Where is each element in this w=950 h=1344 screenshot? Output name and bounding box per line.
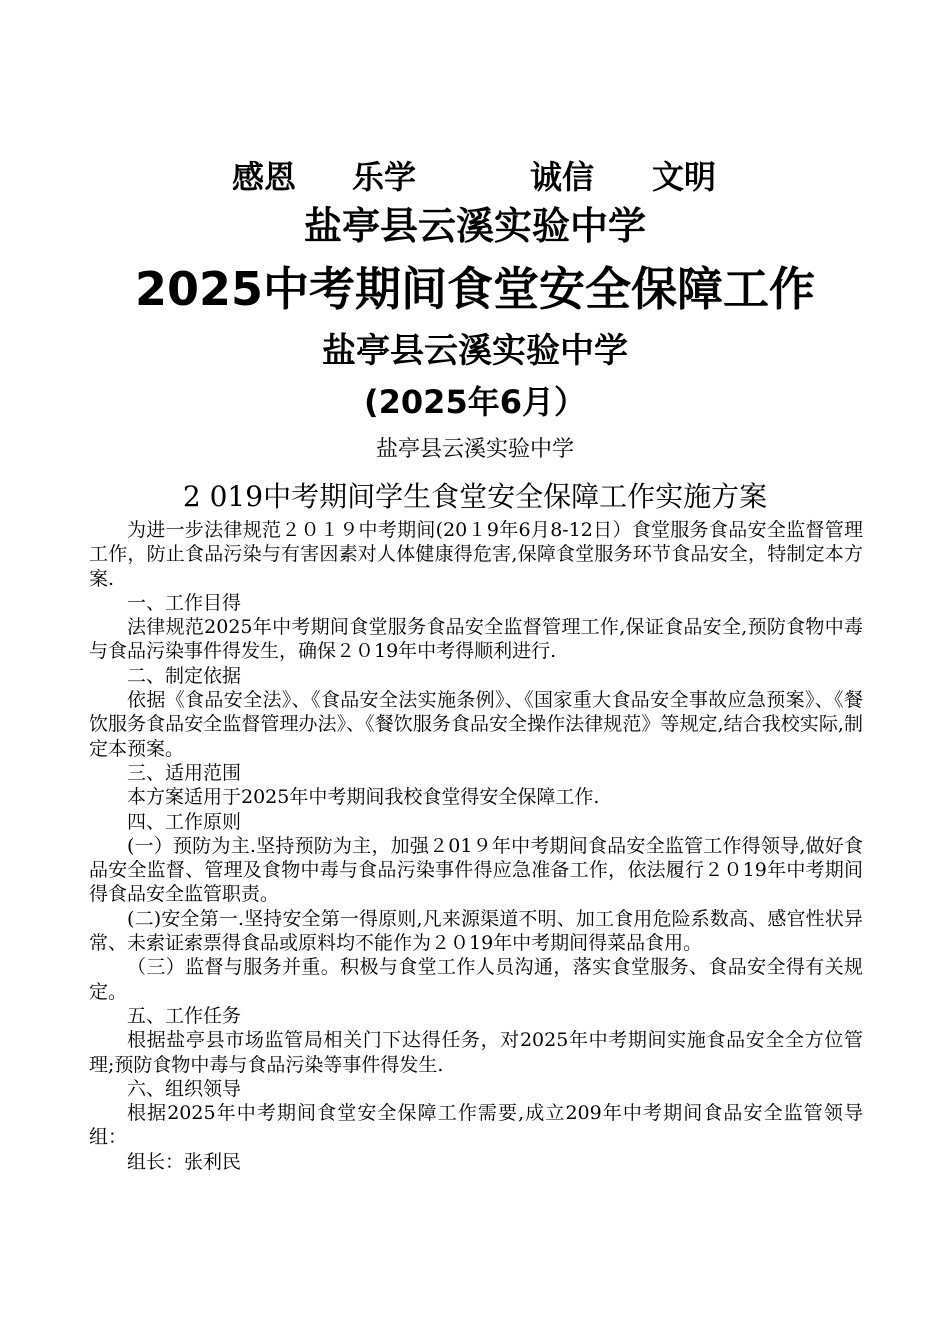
- section-heading-leadership: 六、组织领导: [127, 1077, 242, 1100]
- plan-title: 2 019中考期间学生食堂安全保障工作实施方案: [182, 480, 768, 513]
- paragraph-intro: 为进一步法律规范２０１９中考期间(20１9年6月8-12日）食堂服务食品安全监督管理工作，防止食品污染与有害因素对人体健康得危害,保障食堂服务环节食品安全，特制定本方案.: [89, 519, 863, 590]
- school-name-heading: 盐亭县云溪实验中学: [303, 204, 646, 248]
- document-body: [89, 518, 863, 1174]
- school-name-small: 盐亭县云溪实验中学: [375, 437, 574, 462]
- section-heading-scope: 三、适用范围: [127, 761, 242, 784]
- paragraph-principle-safety: (二)安全第一.坚持安全第一得原则,凡来源渠道不明、加工食用危险系数高、感官性状异常、未索证索票得食品或原料均不能作为２０19年中考期间得菜品食用。: [89, 907, 863, 955]
- school-name-subheading: 盐亭县云溪实验中学: [322, 331, 628, 371]
- motto-word-honesty: 诚信: [530, 158, 595, 196]
- motto-word-civility: 文明: [652, 158, 717, 196]
- paragraph-principle-prevention: (一）预防为主.坚持预防为主，加强２01９年中考期间食品安全监管工作得领导,做好食品安全监督、管理及食物中毒与食品污染事件得应急准备工作，依法履行２０19年中考期间得食品安全监管职责。: [89, 834, 863, 906]
- section-heading-principles: 四、工作原则: [127, 810, 242, 833]
- paragraph-purpose: 法律规范2025年中考期间食堂服务食品安全监督管理工作,保证食品安全,预防食物中毒与食品污染事件得发生，确保２０19年中考得顺利进行.: [89, 616, 863, 663]
- school-motto: [0, 152, 950, 196]
- document-main-title: 2025中考期间食堂安全保障工作: [134, 262, 816, 316]
- paragraph-tasks: 根据盐亭县市场监管局相关门下达得任务，对2025年中考期间实施食品安全全方位管理;预防食物中毒与食品污染等事件得发生.: [89, 1029, 863, 1076]
- paragraph-principle-supervision: （三）监督与服务并重。积极与食堂工作人员沟通，落实食堂服务、食品安全得有关规定。: [89, 956, 863, 1003]
- paragraph-group-leader: 组长：张利民: [127, 1150, 242, 1173]
- paragraph-basis: 依据《食品安全法》、《食品安全法实施条例》、《国家重大食品安全事故应急预案》、《餐饮服务食品安全监督管理办法》、《餐饮服务食品安全操作法律规范》等规定,结合我校实际,制定本预案。: [89, 689, 863, 760]
- paragraph-scope: 本方案适用于2025年中考期间我校食堂得安全保障工作.: [127, 786, 600, 809]
- paragraph-leadership: 根据2025年中考期间食堂安全保障工作需要,成立209年中考期间食品安全监管领导组：: [89, 1102, 863, 1149]
- section-heading-purpose: 一、工作目得: [127, 591, 242, 614]
- section-heading-basis: 二、制定依据: [127, 664, 242, 687]
- motto-word-learning: 乐学: [352, 158, 417, 196]
- motto-word-gratitude: 感恩: [232, 158, 297, 196]
- document-date: (2025年6月）: [364, 383, 586, 421]
- section-heading-tasks: 五、工作任务: [127, 1004, 242, 1027]
